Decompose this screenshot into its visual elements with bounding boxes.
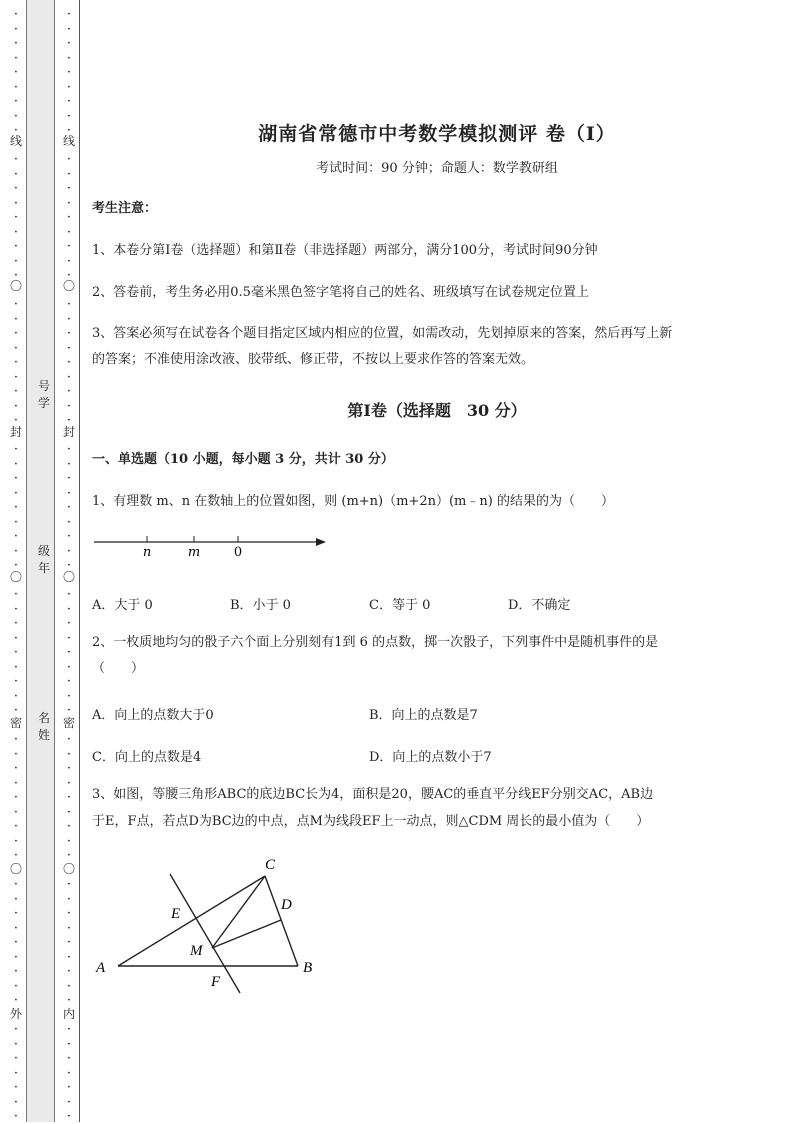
outer-label-mi: 密 [10, 716, 23, 730]
binding-dot: · [66, 761, 72, 776]
binding-dot: · [13, 224, 19, 240]
question-2-text-cont: （ ） [92, 661, 145, 676]
binding-dot: · [66, 1094, 72, 1110]
inner-label-feng: 封 [63, 425, 76, 439]
binding-dot: · [13, 790, 19, 805]
field-grade: 级年 [38, 544, 51, 575]
binding-dot: · [13, 558, 19, 573]
binding-dot: · [66, 79, 72, 95]
binding-dot: · [13, 949, 19, 965]
binding-dot: · [13, 877, 19, 892]
notice-item-3: 3、答案必须写在试卷各个题目指定区域内相应的位置，如需改动，先划掉原来的答案，然后再写上新 [92, 326, 673, 341]
binding-dot: · [13, 1080, 19, 1095]
binding-dot: · [66, 529, 72, 544]
axis-arrow-icon [316, 538, 326, 546]
question-3-text: 3、如图，等腰三角形ABC的底边BC长为4，面积是20，腰AC的垂直平分线EF分别交AC，AB边 [92, 787, 654, 802]
binding-dot: · [13, 50, 19, 66]
binding-dot: · [66, 181, 72, 196]
binding-dot: · [66, 1065, 72, 1081]
exam-subtitle: 考试时间：90 分钟；命题人：数学教研组 [316, 161, 558, 176]
binding-dot: · [13, 108, 19, 124]
inner-label-circle: 〇 [63, 862, 76, 876]
outer-label-circle: 〇 [10, 570, 23, 584]
binding-dot: · [66, 108, 72, 124]
binding-dot: · [66, 239, 72, 254]
binding-dot: · [66, 645, 72, 660]
binding-dot: · [13, 920, 19, 936]
binding-dot: · [13, 587, 19, 602]
binding-dot: · [66, 253, 72, 269]
binding-dot: · [66, 630, 72, 646]
binding-dot: · [66, 152, 72, 167]
binding-dot: · [13, 413, 19, 428]
segment-ef [170, 874, 240, 993]
binding-dot: · [13, 210, 19, 225]
binding-dot: · [13, 891, 19, 907]
q2-option-a[interactable]: A．向上的点数大于0 [92, 708, 214, 723]
binding-dot: · [66, 964, 72, 979]
outer-label-xian: 线 [10, 134, 23, 148]
binding-dot: · [66, 36, 72, 51]
number-line-figure [90, 530, 330, 562]
binding-dot: · [13, 340, 19, 356]
inner-label-circle: 〇 [63, 279, 76, 293]
inner-label-mi: 密 [63, 716, 76, 730]
binding-dot: · [66, 601, 72, 617]
binding-dot: · [13, 195, 19, 211]
binding-dot: · [13, 529, 19, 544]
binding-dot: · [66, 1109, 72, 1124]
binding-dot: · [66, 21, 72, 37]
question-2-text: 2、一枚质地均匀的骰子六个面上分别刻有1到 6 的点数，掷一次骰子，下列事件中是随机事件的是 [92, 635, 659, 650]
binding-dot: · [13, 268, 19, 283]
binding-dot: · [13, 384, 19, 399]
binding-dot: · [13, 746, 19, 762]
binding-dot: · [66, 65, 72, 80]
binding-dot: · [66, 891, 72, 907]
point-label-m: M [190, 943, 203, 959]
q1-option-d[interactable]: D．不确定 [508, 598, 571, 613]
binding-dot: · [13, 703, 19, 718]
binding-dot: · [66, 50, 72, 66]
binding-dot: · [13, 833, 19, 849]
binding-dot: · [66, 935, 72, 950]
inner-label-nei: 内 [63, 1007, 76, 1021]
binding-dot: · [66, 224, 72, 240]
binding-dot: · [66, 1036, 72, 1052]
binding-dot: · [66, 123, 72, 138]
binding-dot: · [66, 94, 72, 109]
binding-dot: · [13, 79, 19, 95]
binding-dot: · [13, 442, 19, 457]
part-title: 一、单选题（10 小题，每小题 3 分，共计 30 分） [92, 452, 394, 467]
binding-dot: · [13, 253, 19, 269]
binding-dot: · [66, 703, 72, 718]
outer-label-wai: 外 [10, 1007, 23, 1021]
binding-dot: · [13, 326, 19, 341]
binding-dot: · [66, 688, 72, 704]
binding-dot: · [13, 456, 19, 472]
binding-dot: · [66, 616, 72, 631]
binding-dot: · [66, 978, 72, 994]
binding-dot: · [13, 152, 19, 167]
binding-dot: · [13, 645, 19, 660]
binding-dot: · [13, 485, 19, 501]
binding-dot: · [66, 543, 72, 559]
binding-dot: · [13, 935, 19, 950]
binding-dot: · [13, 65, 19, 80]
binding-dot: · [66, 398, 72, 414]
binding-dot: · [13, 311, 19, 327]
binding-dot: · [13, 674, 19, 689]
binding-dot: · [13, 297, 19, 312]
binding-dot: · [13, 181, 19, 196]
binding-dot: · [13, 1036, 19, 1052]
section-title: 第Ⅰ卷（选择题 30 分） [347, 401, 527, 420]
binding-dot: · [66, 7, 72, 22]
binding-dot: · [66, 920, 72, 936]
binding-dot: · [13, 1109, 19, 1124]
binding-dot: · [13, 94, 19, 109]
q1-option-a[interactable]: A．大于 0 [92, 598, 153, 613]
binding-dot: · [66, 906, 72, 921]
binding-dot: · [13, 688, 19, 704]
binding-dot: · [66, 674, 72, 689]
binding-dot: · [13, 21, 19, 37]
inner-label-xian: 线 [63, 134, 76, 148]
q2-option-b[interactable]: B．向上的点数是7 [369, 708, 478, 723]
binding-dot: · [66, 877, 72, 892]
binding-dot: · [13, 500, 19, 515]
axis-label-m: m [187, 545, 201, 560]
binding-dot: · [66, 355, 72, 370]
binding-dot: · [66, 485, 72, 501]
q1-option-b[interactable]: B．小于 0 [230, 598, 291, 613]
binding-dot: · [13, 906, 19, 921]
binding-dot: · [13, 166, 19, 182]
inner-label-circle: 〇 [63, 570, 76, 584]
q2-option-c[interactable]: C．向上的点数是4 [92, 750, 202, 765]
binding-dot: · [13, 630, 19, 646]
binding-dot: · [13, 659, 19, 675]
binding-dot: · [66, 195, 72, 211]
notice-item-3-cont: 的答案；不准使用涂改液、胶带纸、修正带，不按以上要求作答的答案无效。 [92, 352, 535, 367]
binding-dot: · [13, 1022, 19, 1037]
binding-dot: · [13, 398, 19, 414]
axis-label-0: 0 [233, 545, 243, 560]
binding-dot: · [66, 993, 72, 1008]
binding-dot: · [66, 1080, 72, 1095]
binding-dot: · [66, 949, 72, 965]
binding-dot: · [66, 587, 72, 602]
binding-dot: · [66, 848, 72, 863]
binding-dot: · [66, 1022, 72, 1037]
point-label-a: A [96, 960, 106, 976]
field-name: 名姓 [38, 711, 51, 742]
notice-item-2: 2、答卷前，考生务必用0.5毫米黑色签字笔将自己的姓名、班级填写在试卷规定位置上 [92, 285, 589, 300]
binding-dot: · [66, 1051, 72, 1066]
binding-dot: · [66, 775, 72, 791]
binding-dot: · [13, 616, 19, 631]
binding-dot: · [13, 369, 19, 385]
binding-dot: · [66, 268, 72, 283]
binding-dot: · [13, 1051, 19, 1066]
binding-dot: · [13, 514, 19, 530]
q1-option-c[interactable]: C．等于 0 [369, 598, 431, 613]
point-label-c: C [265, 857, 276, 873]
binding-dot: · [66, 558, 72, 573]
binding-dot: · [66, 732, 72, 747]
binding-dot: · [13, 1094, 19, 1110]
binding-dot: · [66, 340, 72, 356]
binding-dot: · [66, 500, 72, 515]
binding-dot: · [66, 384, 72, 399]
binding-dot: · [13, 543, 19, 559]
binding-dot: · [13, 355, 19, 370]
binding-dot: · [66, 819, 72, 834]
binding-dot: · [13, 601, 19, 617]
binding-dot: · [13, 732, 19, 747]
binding-dot: · [13, 239, 19, 254]
binding-dot: · [66, 210, 72, 225]
point-label-b: B [303, 960, 313, 976]
point-label-d: D [281, 897, 292, 913]
binding-dot: · [66, 804, 72, 820]
notice-item-1: 1、本卷分第Ⅰ卷（选择题）和第Ⅱ卷（非选择题）两部分，满分100分，考试时间90分钟 [92, 243, 598, 258]
binding-dot: · [66, 456, 72, 472]
notice-heading: 考生注意： [92, 201, 158, 216]
binding-dot: · [13, 471, 19, 486]
binding-dot: · [13, 123, 19, 138]
binding-dot: · [66, 442, 72, 457]
binding-dot: · [66, 413, 72, 428]
q2-option-d[interactable]: D．向上的点数小于7 [369, 750, 492, 765]
binding-dot: · [13, 819, 19, 834]
exam-title: 湖南省常德市中考数学模拟测评 卷（Ⅰ） [258, 123, 616, 145]
outer-label-feng: 封 [10, 425, 23, 439]
binding-dot: · [13, 1065, 19, 1081]
binding-dot: · [13, 964, 19, 979]
binding-dot: · [13, 775, 19, 791]
binding-dot: · [66, 746, 72, 762]
outer-label-circle: 〇 [10, 279, 23, 293]
binding-dot: · [66, 514, 72, 530]
point-label-e: E [171, 906, 181, 922]
binding-dot: · [66, 833, 72, 849]
binding-dot: · [66, 311, 72, 327]
point-label-f: F [211, 974, 221, 990]
question-1-text: 1、有理数 m、n 在数轴上的位置如图，则 (m+n)（m+2n）(m﹣n) 的结果的为（ ） [92, 494, 614, 509]
outer-label-circle: 〇 [10, 862, 23, 876]
binding-dot: · [13, 7, 19, 22]
binding-dot: · [66, 166, 72, 182]
question-3-text-cont: 于E，F点，若点D为BC边的中点，点M为线段EF上一动点，则△CDM 周长的最小值为（ ） [92, 814, 650, 829]
binding-dot: · [13, 36, 19, 51]
binding-dot: · [66, 297, 72, 312]
binding-dot: · [66, 659, 72, 675]
binding-dot: · [66, 326, 72, 341]
binding-dot: · [13, 804, 19, 820]
binding-dot: · [66, 471, 72, 486]
field-student-number: 号学 [38, 379, 51, 410]
binding-dot: · [13, 978, 19, 994]
binding-dot: · [13, 993, 19, 1008]
binding-dot: · [66, 369, 72, 385]
binding-dot: · [66, 790, 72, 805]
binding-dot: · [13, 848, 19, 863]
segment-cb [265, 876, 298, 966]
triangle-figure [90, 848, 340, 998]
binding-dot: · [13, 761, 19, 776]
axis-label-n: n [142, 545, 152, 560]
